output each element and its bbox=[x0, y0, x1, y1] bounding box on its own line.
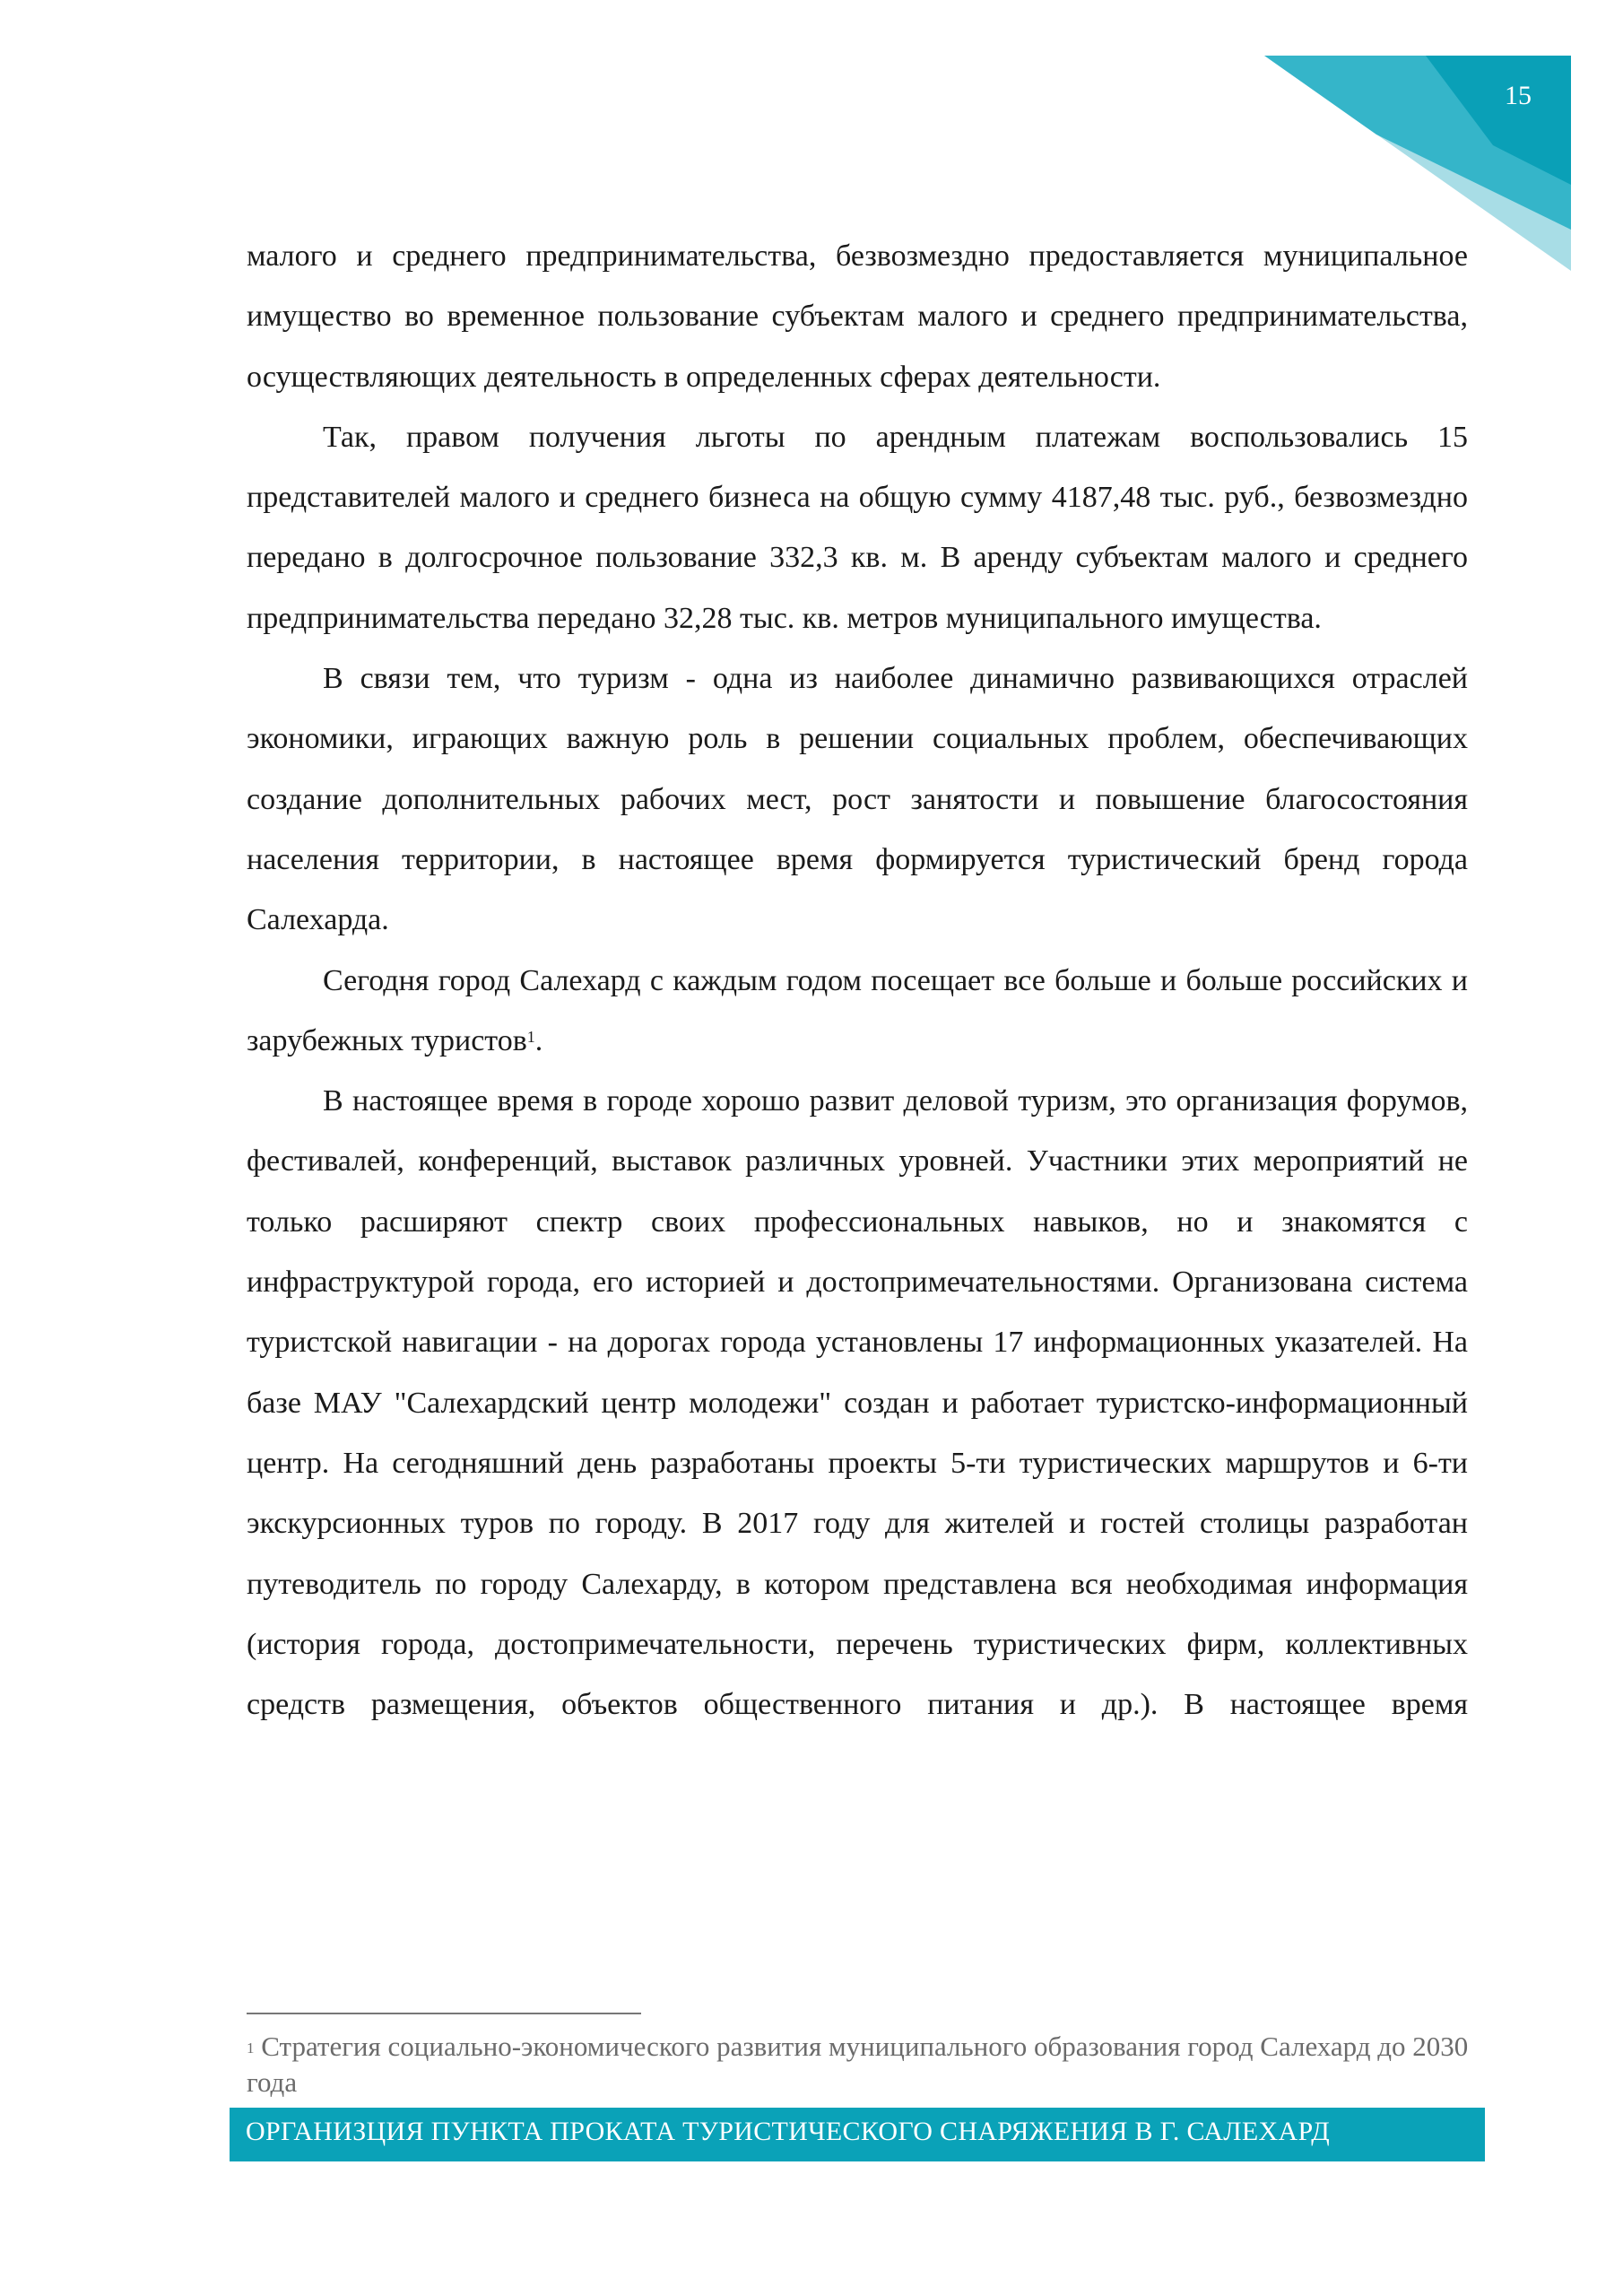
paragraph-text: Сегодня город Салехард с каждым годом посещает все больше и больше российских и зарубежных туристов bbox=[247, 963, 1468, 1057]
body-text bbox=[247, 226, 1468, 1735]
paragraph: малого и среднего предпринимательства, безвозмездно предоставляется муниципальное имущество во временное пользование субъектам малого и среднего предпринимательства, осуществляющих деятельность в определенных сферах деятельности. bbox=[247, 239, 1468, 394]
paragraph: В настоящее время в городе хорошо развит деловой туризм, это организация форумов, фестивалей, конференций, выставок различных уровней. Участники этих мероприятий не только расширяют спектр своих профессиональных навыков, но и знакомятся с инфраструктурой города, его историей и достопримечательностями. Организована система туристской навигации - на дорогах города установлены 17 информационных указателей. На базе МАУ "Салехардский центр молодежи" создан и работает туристско-информационный центр. На сегодняшний день разработаны проекты 5-ти туристических маршрутов и 6-ти экскурсионных туров по городу. В 2017 году для жителей и гостей столицы разработан путеводитель по городу Салехарду, в котором представлена вся необходимая информация (история города, достопримечательности, перечень туристических фирм, коллективных средств размещения, объектов общественного питания и др.). В настоящее время bbox=[247, 1084, 1468, 1722]
paragraph: Так, правом получения льготы по арендным платежам воспользовались 15 представителей малого и среднего бизнеса на общую сумму 4187,48 тыс. руб., безвозмездно передано в долгосрочное пользование 332,3 кв. м. В аренду субъектам малого и среднего предпринимательства передано 32,28 тыс. кв. метров муниципального имущества. bbox=[247, 420, 1468, 635]
footer-band bbox=[230, 2108, 1485, 2161]
footnote-separator bbox=[247, 2013, 641, 2014]
page-number: 15 bbox=[1505, 81, 1532, 110]
paragraph bbox=[247, 951, 1468, 1072]
footnote bbox=[247, 2029, 1484, 2100]
footnote-text: Стратегия социально-экономического развития муниципального образования город Салехард до 2030 года bbox=[247, 2031, 1469, 2098]
paragraph: В связи тем, что туризм - одна из наиболее динамично развивающихся отраслей экономики, играющих важную роль в решении социальных проблем, обеспечивающих создание дополнительных рабочих мест, рост занятости и повышение благосостояния населения территории, в настоящее время формируется туристический бренд города Салехарда. bbox=[247, 662, 1468, 937]
footer-title: ОРГАНИЗЦИЯ ПУНКТА ПРОКАТА ТУРИСТИЧЕСКОГО СНАРЯЖЕНИЯ В Г. САЛЕХАРД bbox=[246, 2117, 1330, 2146]
footnote-marker: 1 bbox=[247, 2039, 255, 2057]
footnote-reference[interactable]: 1 bbox=[526, 1027, 535, 1046]
paragraph-end: . bbox=[534, 1023, 543, 1057]
